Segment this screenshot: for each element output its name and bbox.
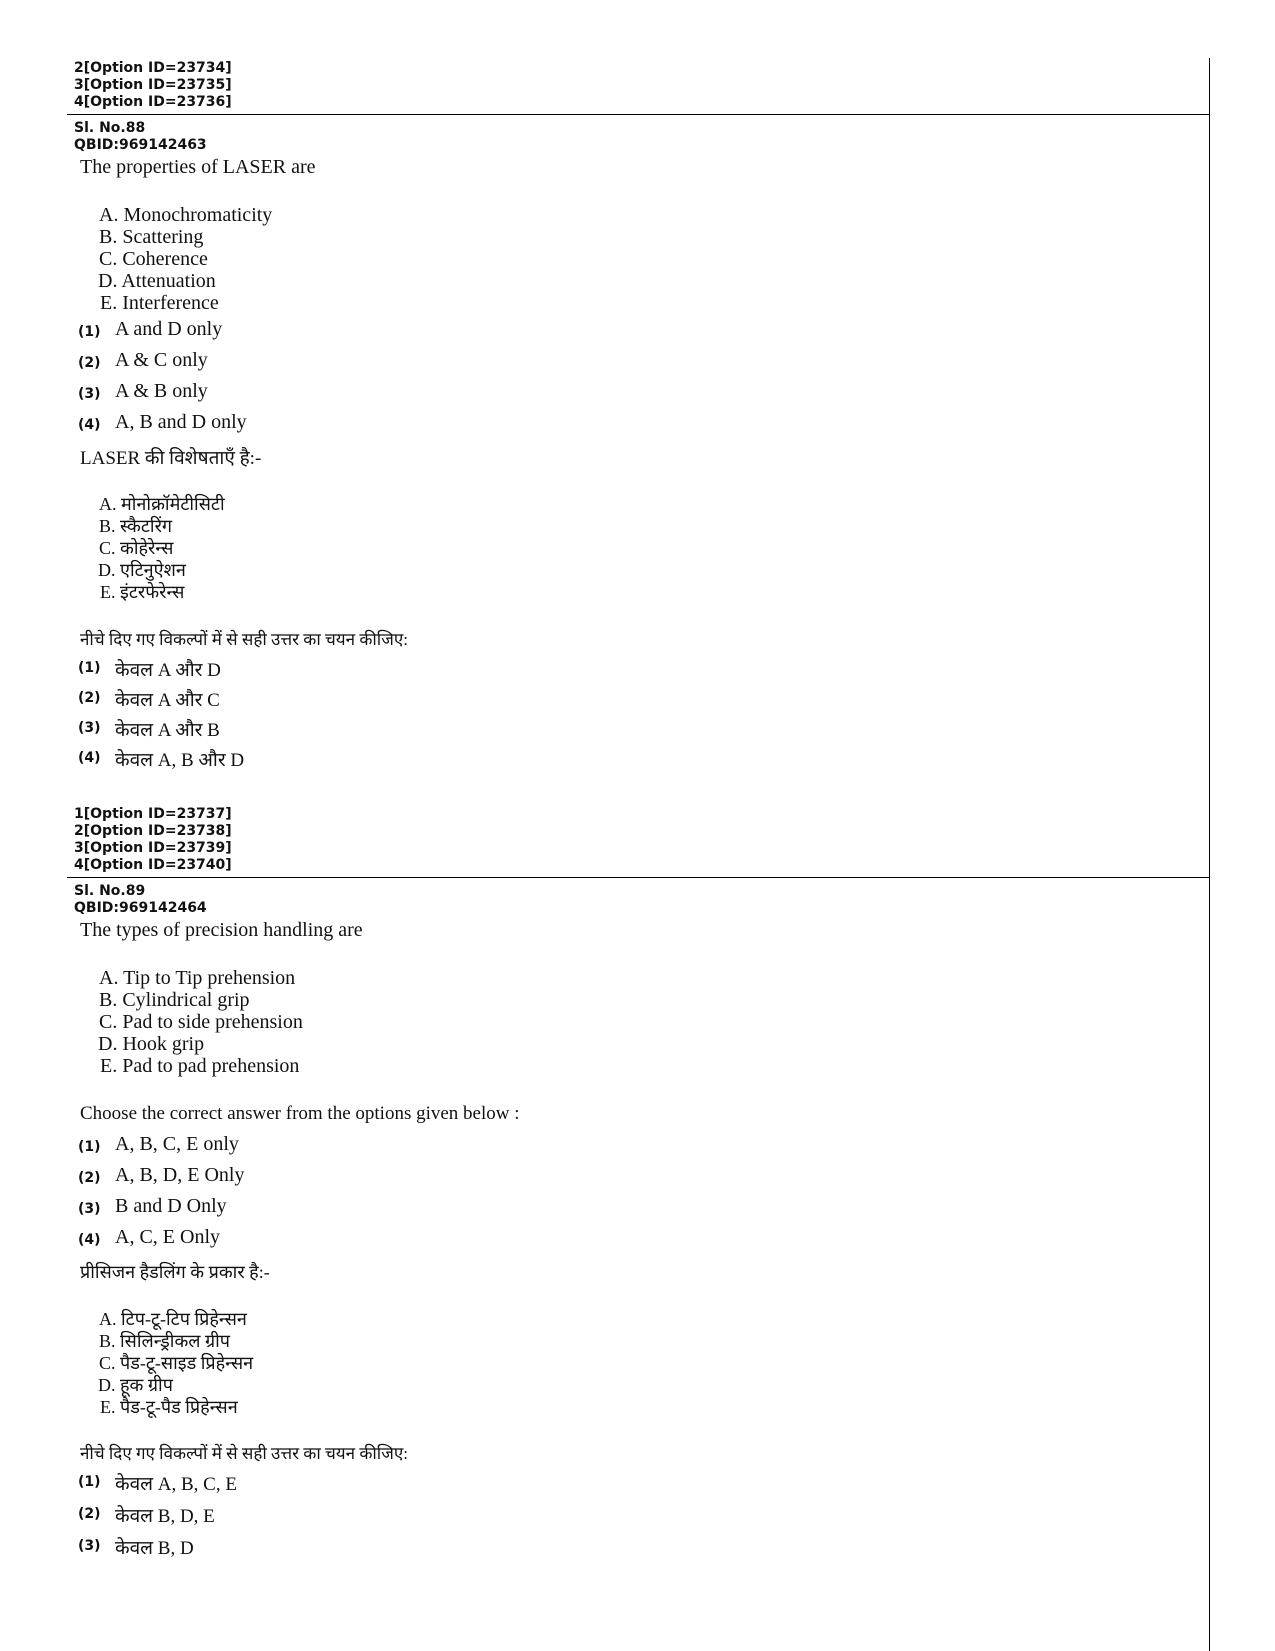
q88-stem-hi: LASER की विशेषताएँ है:- bbox=[80, 448, 262, 469]
q89-stem-hi: प्रीसिजन हैडलिंग के प्रकार है:- bbox=[80, 1262, 270, 1282]
q88-option-ids bbox=[74, 806, 232, 874]
qbid: QBID:969142464 bbox=[74, 900, 207, 916]
top-option-ids bbox=[74, 60, 232, 111]
qbid: QBID:969142463 bbox=[74, 137, 207, 153]
option-text: A, C, E Only bbox=[115, 1226, 220, 1248]
option-id: 2[Option ID=23738] bbox=[74, 823, 232, 839]
page-frame bbox=[67, 58, 1210, 1651]
q88-stem-en: The properties of LASER are bbox=[80, 156, 316, 178]
q89-stem-en: The types of precision handling are bbox=[80, 919, 363, 941]
option-number: (2) bbox=[78, 355, 101, 371]
option-text: A, B and D only bbox=[115, 411, 247, 433]
option-number: (3) bbox=[78, 1538, 101, 1554]
q88-header bbox=[74, 120, 207, 154]
q89-choose-en: Choose the correct answer from the options given below : bbox=[80, 1103, 520, 1124]
option-text: A and D only bbox=[115, 318, 223, 340]
option-number: (2) bbox=[78, 690, 101, 706]
option-text: A, B, C, E only bbox=[115, 1133, 239, 1155]
q88-item-en: D. Attenuation bbox=[98, 270, 216, 292]
option-number: (1) bbox=[78, 1474, 101, 1490]
q89-item-en: C. Pad to side prehension bbox=[99, 1011, 303, 1033]
option-number: (1) bbox=[78, 1139, 101, 1155]
option-id: 3[Option ID=23735] bbox=[74, 77, 232, 93]
q88-item-hi: E. इंटरफेरेन्स bbox=[100, 582, 185, 602]
option-number: (2) bbox=[78, 1506, 101, 1522]
q88-item-en: A. Monochromaticity bbox=[99, 204, 273, 226]
q89-item-hi: C. पैड-टू-साइड प्रिहेन्सन bbox=[99, 1353, 254, 1373]
option-id: 2[Option ID=23734] bbox=[74, 60, 232, 76]
option-number: (1) bbox=[78, 660, 101, 676]
option-text: केवल A और B bbox=[115, 720, 220, 741]
option-text: केवल A, B और D bbox=[115, 750, 245, 771]
option-id: 4[Option ID=23740] bbox=[74, 857, 232, 873]
option-text: केवल B, D bbox=[115, 1538, 194, 1559]
q89-item-en: D. Hook grip bbox=[98, 1033, 205, 1055]
option-id: 3[Option ID=23739] bbox=[74, 840, 232, 856]
q88-item-hi: D. एटिनुऐशन bbox=[98, 560, 186, 580]
q88-item-en: C. Coherence bbox=[99, 248, 208, 270]
option-text: केवल A, B, C, E bbox=[115, 1474, 237, 1495]
option-text: केवल B, D, E bbox=[115, 1506, 215, 1527]
option-text: केवल A और C bbox=[115, 690, 220, 711]
q88-item-en: E. Interference bbox=[100, 292, 219, 314]
q88-item-hi: B. स्कैटरिंग bbox=[99, 516, 173, 536]
q89-header bbox=[74, 883, 207, 917]
option-text: A & B only bbox=[115, 380, 208, 402]
q89-item-hi: B. सिलिन्ड्रीकल ग्रीप bbox=[99, 1331, 231, 1351]
q88-choose-hi: नीचे दिए गए विकल्पों में से सही उत्तर का चयन कीजिए: bbox=[80, 630, 408, 649]
serial-number: Sl. No.88 bbox=[74, 120, 146, 136]
q89-item-en: B. Cylindrical grip bbox=[99, 989, 250, 1011]
option-number: (3) bbox=[78, 1201, 101, 1217]
q89-item-hi: D. हूक ग्रीप bbox=[98, 1375, 173, 1395]
option-number: (4) bbox=[78, 750, 101, 766]
q88-item-hi: A. मोनोक्रॉमेटीसिटी bbox=[99, 494, 225, 514]
q89-item-hi: A. टिप-टू-टिप प्रिहेन्सन bbox=[99, 1309, 247, 1329]
divider bbox=[67, 114, 1209, 115]
divider bbox=[67, 877, 1209, 878]
q89-choose-hi: नीचे दिए गए विकल्पों में से सही उत्तर का चयन कीजिए: bbox=[80, 1444, 408, 1463]
option-number: (2) bbox=[78, 1170, 101, 1186]
serial-number: Sl. No.89 bbox=[74, 883, 146, 899]
option-number: (3) bbox=[78, 720, 101, 736]
option-id: 4[Option ID=23736] bbox=[74, 94, 232, 110]
q88-item-hi: C. कोहेरेन्स bbox=[99, 538, 174, 558]
q88-item-en: B. Scattering bbox=[99, 226, 204, 248]
q89-item-en: E. Pad to pad prehension bbox=[100, 1055, 300, 1077]
option-text: B and D Only bbox=[115, 1195, 227, 1217]
q89-item-en: A. Tip to Tip prehension bbox=[99, 967, 296, 989]
option-text: A, B, D, E Only bbox=[115, 1164, 245, 1186]
option-text: केवल A और D bbox=[115, 660, 221, 681]
option-number: (1) bbox=[78, 324, 101, 340]
option-number: (4) bbox=[78, 1232, 101, 1248]
option-text: A & C only bbox=[115, 349, 208, 371]
option-number: (3) bbox=[78, 386, 101, 402]
q89-item-hi: E. पैड-टू-पैड प्रिहेन्सन bbox=[100, 1397, 238, 1417]
option-id: 1[Option ID=23737] bbox=[74, 806, 232, 822]
option-number: (4) bbox=[78, 417, 101, 433]
